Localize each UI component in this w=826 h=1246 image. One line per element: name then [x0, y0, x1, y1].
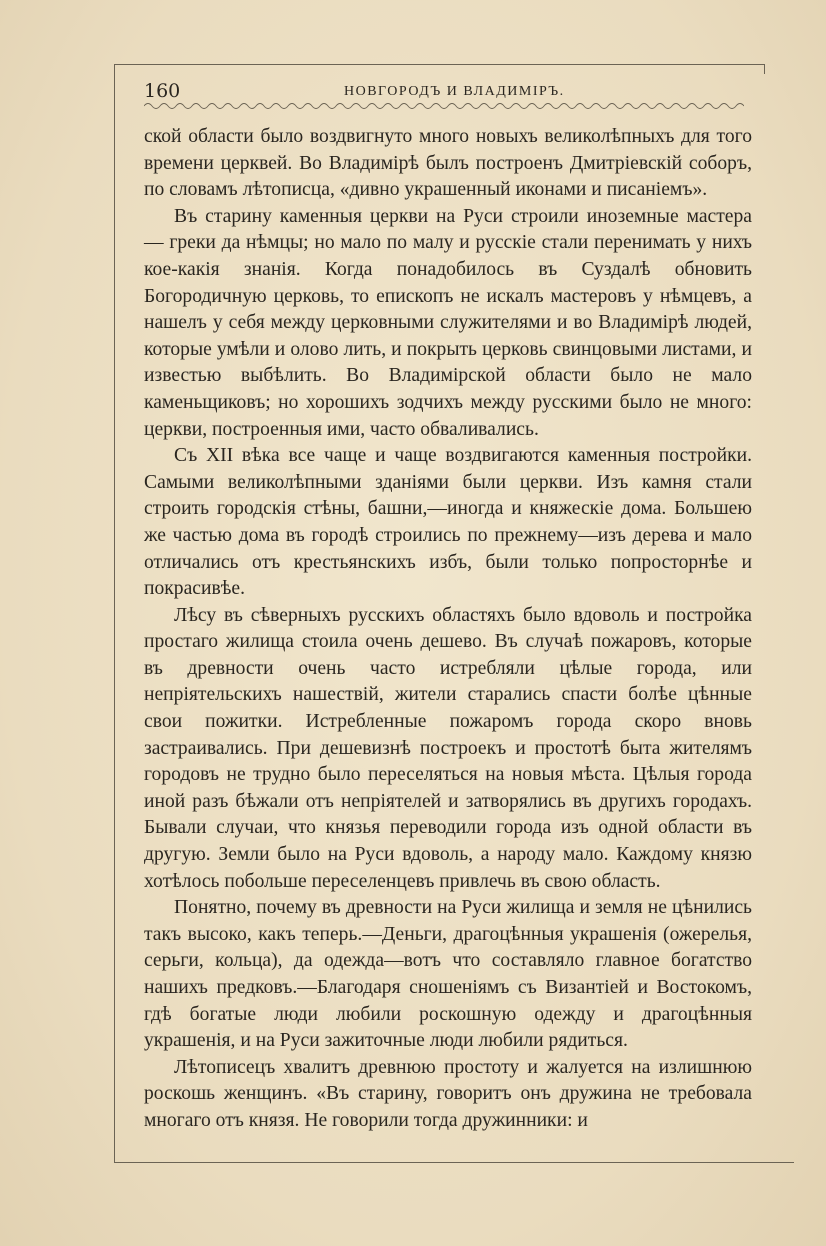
paragraph: ской области было воздвигнуто много новыхъ великолѣпныхъ для того времени церквей. Во Владимірѣ былъ построенъ Дмитріевскій соборъ, по словамъ лѣтописца, «дивно украшенный иконами и писаніемъ». — [144, 126, 752, 201]
paragraph: Понятно, почему въ древности на Руси жилища и земля не цѣнились такъ высоко, какъ теперь.—Деньги, драгоцѣнныя украшенія (ожерелья, серьги, кольца), да одежда—вотъ что составляло главное богатство нашихъ предковъ.—Благодаря сношеніямъ съ Византіей и Востокомъ, гдѣ богатые люди любили роскошную одежду и драгоцѣнныя украшенія, и на Руси зажиточные люди любили рядиться. — [144, 897, 752, 1052]
page-frame-left-rule — [114, 64, 115, 1162]
paragraph: Въ старину каменныя церкви на Руси строили иноземные мастера — греки да нѣмцы; но мало по малу и русскіе стали перенимать у нихъ кое-какія знанія. Когда понадобилось въ Суздалѣ обновить Богородичную церковь, то епископъ не искалъ мастеровъ у нѣмцевъ, а нашелъ у себя между церковными служителями и во Владимірѣ людей, которые умѣли и олово лить, и покрыть церковь свинцовыми листами, и известью выбѣлить. Во Владимірской области было не мало каменьщиковъ; но хорошихъ зодчихъ между русскими было не много: церкви, построенныя ими, часто обваливались. — [144, 205, 752, 440]
running-title: НОВГОРОДЪ И ВЛАДИМІРЪ. — [344, 84, 565, 99]
paragraph: Съ XII вѣка все чаще и чаще воздвигаются каменныя постройки. Самыми великолѣпными зданіями были церкви. Изъ камня стали строить городскія стѣны, башни,—иногда и княжескіе дома. Большею же частью дома въ городѣ строились по прежнему—изъ дерева и мало отличались отъ крестьянскихъ избъ, были только попросторнѣе и покрасивѣе. — [144, 445, 752, 600]
page-frame-bottom-rule — [114, 1162, 794, 1163]
page-number: 160 — [144, 80, 181, 102]
paragraph: Лѣсу въ сѣверныхъ русскихъ областяхъ было вдоволь и постройка простаго жилища стоила очень дешево. Въ случаѣ пожаровъ, которые въ древности очень часто истребляли цѣлые города, или непріятельскихъ нашествій, жители старались спасти болѣе цѣнные свои пожитки. Истребленные пожаромъ города скоро вновь застраивались. При дешевизнѣ построекъ и простотѣ быта жителямъ городовъ не трудно было переселяться на новыя мѣста. Цѣлыя города иной разъ бѣжали отъ непріятелей и затворялись въ другихъ городахъ. Бывали случаи, что князья переводили города изъ одной области въ другую. Земли было на Руси вдоволь, а народу мало. Каждому князю хотѣлось побольше переселенцевъ привлечь въ свою область. — [144, 604, 752, 892]
wavy-ornament-rule — [144, 100, 744, 112]
page-frame-top-rule — [114, 64, 764, 65]
body-text — [144, 124, 752, 1135]
paragraph: Лѣтописецъ хвалитъ древнюю простоту и жалуется на излишнюю роскошь женщинъ. «Въ старину, говоритъ онъ дружина не требовала многаго отъ князя. Не говорили тогда дружинники: и — [144, 1056, 752, 1131]
page-frame-right-rule — [764, 64, 765, 74]
